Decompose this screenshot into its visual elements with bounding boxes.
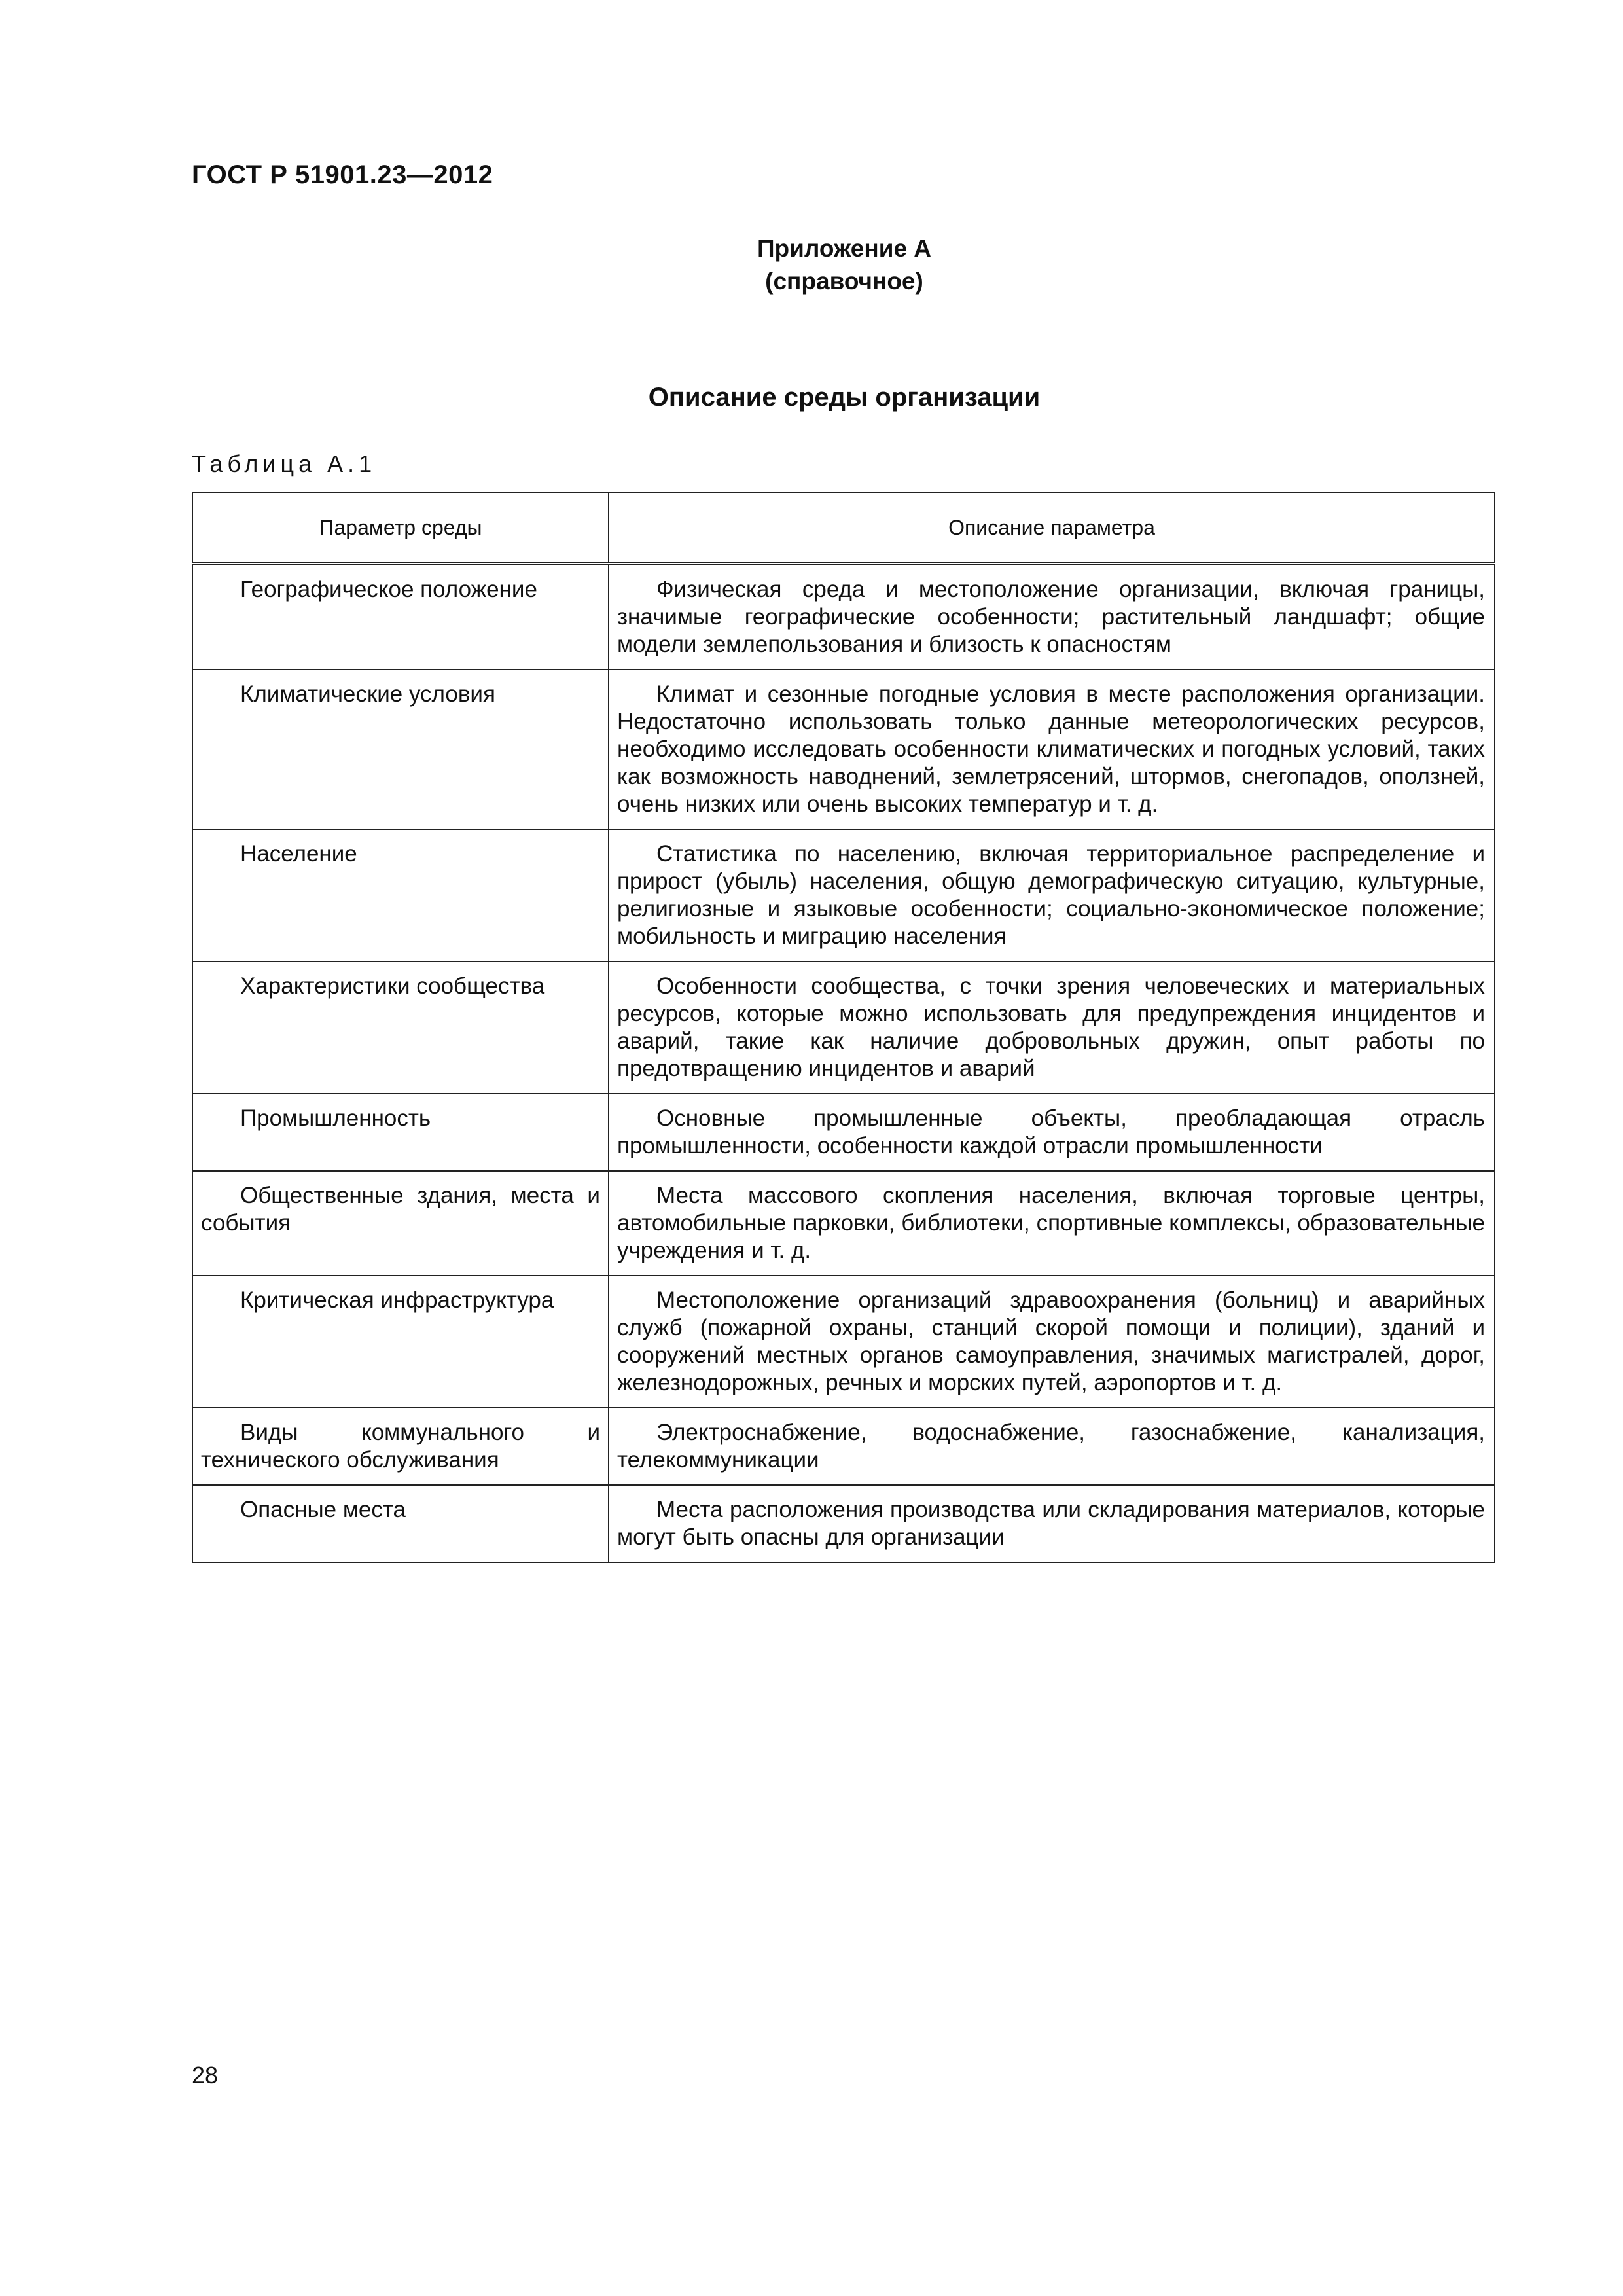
parameter-cell: Критическая инфраструктура [192, 1276, 609, 1408]
parameter-cell: Виды коммунального и технического обслуживания [192, 1408, 609, 1485]
page-number: 28 [192, 2062, 219, 2089]
description-cell: Местоположение организаций здравоохранения (больниц) и аварийных служб (пожарной охраны, станций скорой помощи и полиции), зданий и сооружений местных органов самоуправления, значимых магистралей, дорог, железнодорожных, речных и морских путей, аэропортов и т. д. [609, 1276, 1495, 1408]
section-title: Описание среды организации [648, 383, 1041, 412]
description-cell: Электроснабжение, водоснабжение, газоснабжение, канализация, телекоммуникации [609, 1408, 1495, 1485]
environment-table [192, 492, 1495, 1563]
appendix-heading [0, 232, 1623, 298]
parameter-cell: Характеристики сообщества [192, 961, 609, 1094]
description-cell: Места расположения производства или складирования материалов, которые могут быть опасны для организации [609, 1485, 1495, 1562]
parameter-cell: Общественные здания, места и события [192, 1171, 609, 1276]
table-row [192, 1485, 1495, 1562]
header-cell-description: Описание параметра [609, 493, 1495, 564]
parameter-cell: Климатические условия [192, 670, 609, 829]
description-cell: Климат и сезонные погодные условия в месте расположения организации. Недостаточно использовать только данные метеорологических ресурсов, необходимо исследовать особенности климатических и погодных условий, таких как возможность наводнений, землетрясений, штормов, снегопадов, оползней, очень низких или очень высоких температур и т. д. [609, 670, 1495, 829]
parameter-cell: Население [192, 829, 609, 961]
table-header-row [192, 493, 1495, 564]
document-code: ГОСТ Р 51901.23—2012 [192, 160, 493, 189]
description-cell: Места массового скопления населения, включая торговые центры, автомобильные парковки, библиотеки, спортивные комплексы, образовательные учреждения и т. д. [609, 1171, 1495, 1276]
table-caption: Таблица А.1 [192, 450, 377, 477]
table-row [192, 1276, 1495, 1408]
table-row [192, 829, 1495, 961]
description-cell: Особенности сообщества, с точки зрения человеческих и материальных ресурсов, которые можно использовать для предупреждения инцидентов и аварий, такие как наличие добровольных дружин, опыт работы по предотвращению инцидентов и аварий [609, 961, 1495, 1094]
parameter-cell: Опасные места [192, 1485, 609, 1562]
appendix-title: Приложение А [757, 235, 932, 262]
description-cell: Физическая среда и местоположение организации, включая границы, значимые географические особенности; растительный ландшафт; общие модели землепользования и близость к опасностям [609, 564, 1495, 670]
table-row [192, 961, 1495, 1094]
appendix-subtitle: (справочное) [765, 268, 923, 295]
table-row [192, 1171, 1495, 1276]
table-row [192, 1408, 1495, 1485]
header-cell-parameter: Параметр среды [192, 493, 609, 564]
table-row [192, 1094, 1495, 1171]
table-row [192, 670, 1495, 829]
description-cell: Основные промышленные объекты, преобладающая отрасль промышленности, особенности каждой отрасли промышленности [609, 1094, 1495, 1171]
table-row [192, 564, 1495, 670]
parameter-cell: Географическое положение [192, 564, 609, 670]
description-cell: Статистика по населению, включая территориальное распределение и прирост (убыль) населения, общую демографическую ситуацию, культурные, религиозные и языковые особенности; социально-экономическое положение; мобильность и миграцию населения [609, 829, 1495, 961]
parameter-cell: Промышленность [192, 1094, 609, 1171]
